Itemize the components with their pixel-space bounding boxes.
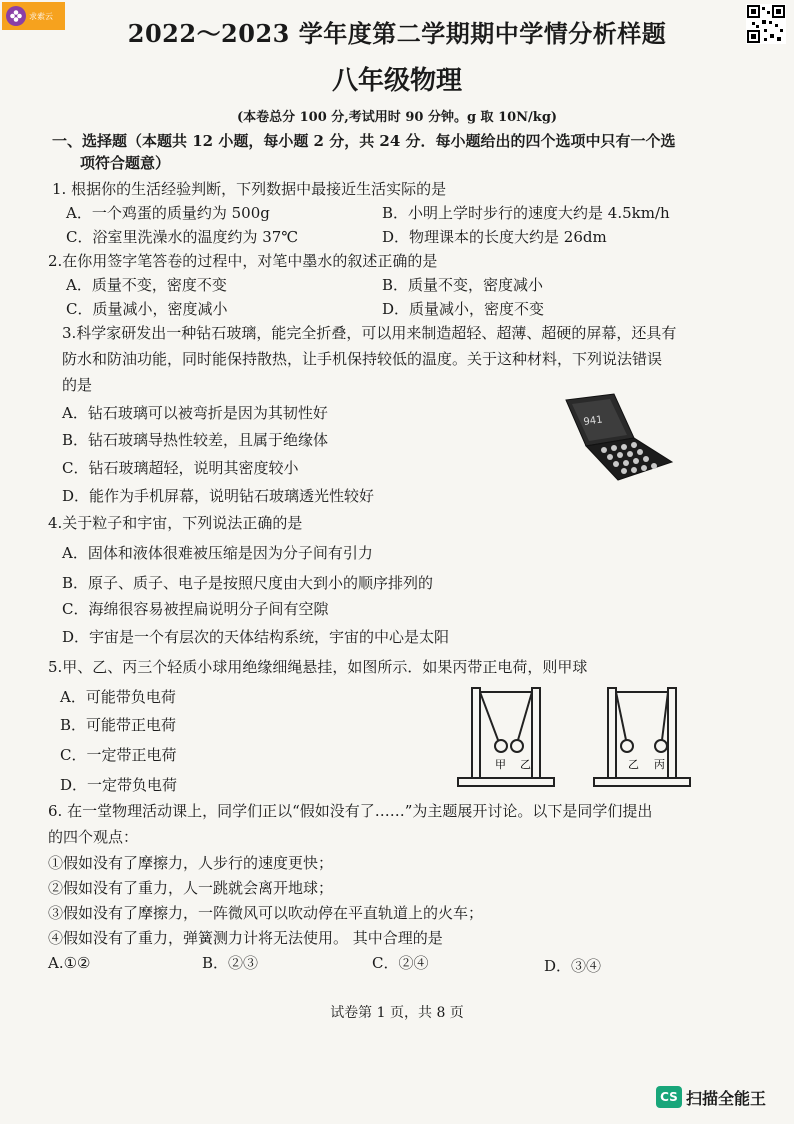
q3-option-b: B．钻石玻璃导热性较差，且属于绝缘体 <box>62 431 329 449</box>
q3-option-a: A．钻石玻璃可以被弯折是因为其韧性好 <box>62 404 328 422</box>
q2-stem: 2.在你用签字笔答卷的过程中，对笔中墨水的叙述正确的是 <box>48 252 438 270</box>
q6-option-c: C．②④ <box>372 954 429 972</box>
q1-option-c: C．浴室里洗澡水的温度约为 37℃ <box>66 228 299 246</box>
q4-option-c: C．海绵很容易被捏扁说明分子间有空隙 <box>62 600 329 618</box>
section-heading-line1: 一、选择题（本题共 12 小题，每小题 2 分，共 24 分．每小题给出的四个选项中只有一个选 <box>52 132 676 150</box>
q6-option-a: A.①② <box>48 954 91 972</box>
ball-label-yi-2: 乙 <box>628 758 639 771</box>
camscanner-icon: CS <box>656 1086 682 1108</box>
q6-point-4: ④假如没有了重力，弹簧测力计将无法使用。 其中合理的是 <box>48 929 443 947</box>
q5-option-d: D．一定带负电荷 <box>60 776 178 794</box>
q6-option-b: B．②③ <box>202 954 259 972</box>
q1-option-d: D．物理课本的长度大约是 26dm <box>382 228 607 246</box>
q4-option-d: D．宇宙是一个有层次的天体结构系统，宇宙的中心是太阳 <box>62 628 450 646</box>
q4-option-b: B．原子、质子、电子是按照尺度由大到小的顺序排列的 <box>62 574 434 592</box>
page-subtitle: 八年级物理 <box>331 66 462 96</box>
ball-label-yi: 乙 <box>520 758 531 771</box>
q2-option-d: D．质量减小，密度不变 <box>382 300 545 318</box>
q5-option-b: B．可能带正电荷 <box>60 716 177 734</box>
q6-point-1: ①假如没有了摩擦力，人步行的速度更快； <box>48 854 334 872</box>
section-heading-line2: 项符合题意） <box>80 154 171 172</box>
q6-stem-line1: 6. 在一堂物理活动课上，同学们正以“假如没有了……”为主题展开讨论。以下是同学们提出 <box>48 802 653 820</box>
ball-label-bing: 丙 <box>654 758 665 771</box>
q2-option-c: C．质量减小，密度减小 <box>66 300 228 318</box>
q2-option-b: B．质量不变，密度减小 <box>382 276 544 294</box>
exam-note: (本卷总分 100 分,考试用时 90 分钟。g 取 10N/kg) <box>236 110 558 125</box>
q5-option-c: C．一定带正电荷 <box>60 746 177 764</box>
suspended-balls-figure <box>454 686 694 790</box>
q3-option-d: D．能作为手机屏幕，说明钻石玻璃透光性较好 <box>62 487 375 505</box>
ball-label-jia: 甲 <box>495 758 506 771</box>
q6-point-3: ③假如没有了摩擦力，一阵微风可以吹动停在平直轨道上的火车； <box>48 904 484 922</box>
scanner-label: 扫描全能王 <box>686 1089 767 1108</box>
foldable-phone-figure <box>556 392 678 484</box>
q1-stem: 1. 根据你的生活经验判断，下列数据中最接近生活实际的是 <box>52 180 447 198</box>
phone-screen-text: 941 <box>582 414 604 428</box>
q4-option-a: A．固体和液体很难被压缩是因为分子间有引力 <box>62 544 373 562</box>
q3-stem-line2: 防水和防油功能，同时能保持散热，让手机保持较低的温度。关于这种材料，下列说法错误 <box>62 350 663 368</box>
q5-stem: 5.甲、乙、丙三个轻质小球用绝缘细绳悬挂，如图所示．如果丙带正电荷，则甲球 <box>48 658 588 676</box>
q3-stem-line3: 的是 <box>62 376 93 394</box>
q6-option-d: D．③④ <box>544 957 602 975</box>
page-footer: 试卷第 1 页，共 8 页 <box>330 1005 464 1021</box>
q6-stem-line2: 的四个观点： <box>48 828 139 846</box>
logo-text: 求索云 <box>29 11 53 21</box>
q3-stem-line1: 3.科学家研发出一种钻石玻璃，能完全折叠，可以用来制造超轻、超薄、超硬的屏幕，还具有 <box>62 324 677 342</box>
q2-option-a: A．质量不变，密度不变 <box>66 276 227 294</box>
page-title: 2022～2023 学年度第二学期期中学情分析样题 <box>127 19 667 48</box>
q5-option-a: A．可能带负电荷 <box>60 688 176 706</box>
q1-option-a: A．一个鸡蛋的质量约为 500g <box>66 204 270 222</box>
q3-option-c: C．钻石玻璃超轻，说明其密度较小 <box>62 459 299 477</box>
q4-stem: 4.关于粒子和宇宙，下列说法正确的是 <box>48 514 303 532</box>
q6-point-2: ②假如没有了重力，人一跳就会离开地球； <box>48 879 334 897</box>
q1-option-b: B．小明上学时步行的速度大约是 4.5km/h <box>382 204 670 222</box>
